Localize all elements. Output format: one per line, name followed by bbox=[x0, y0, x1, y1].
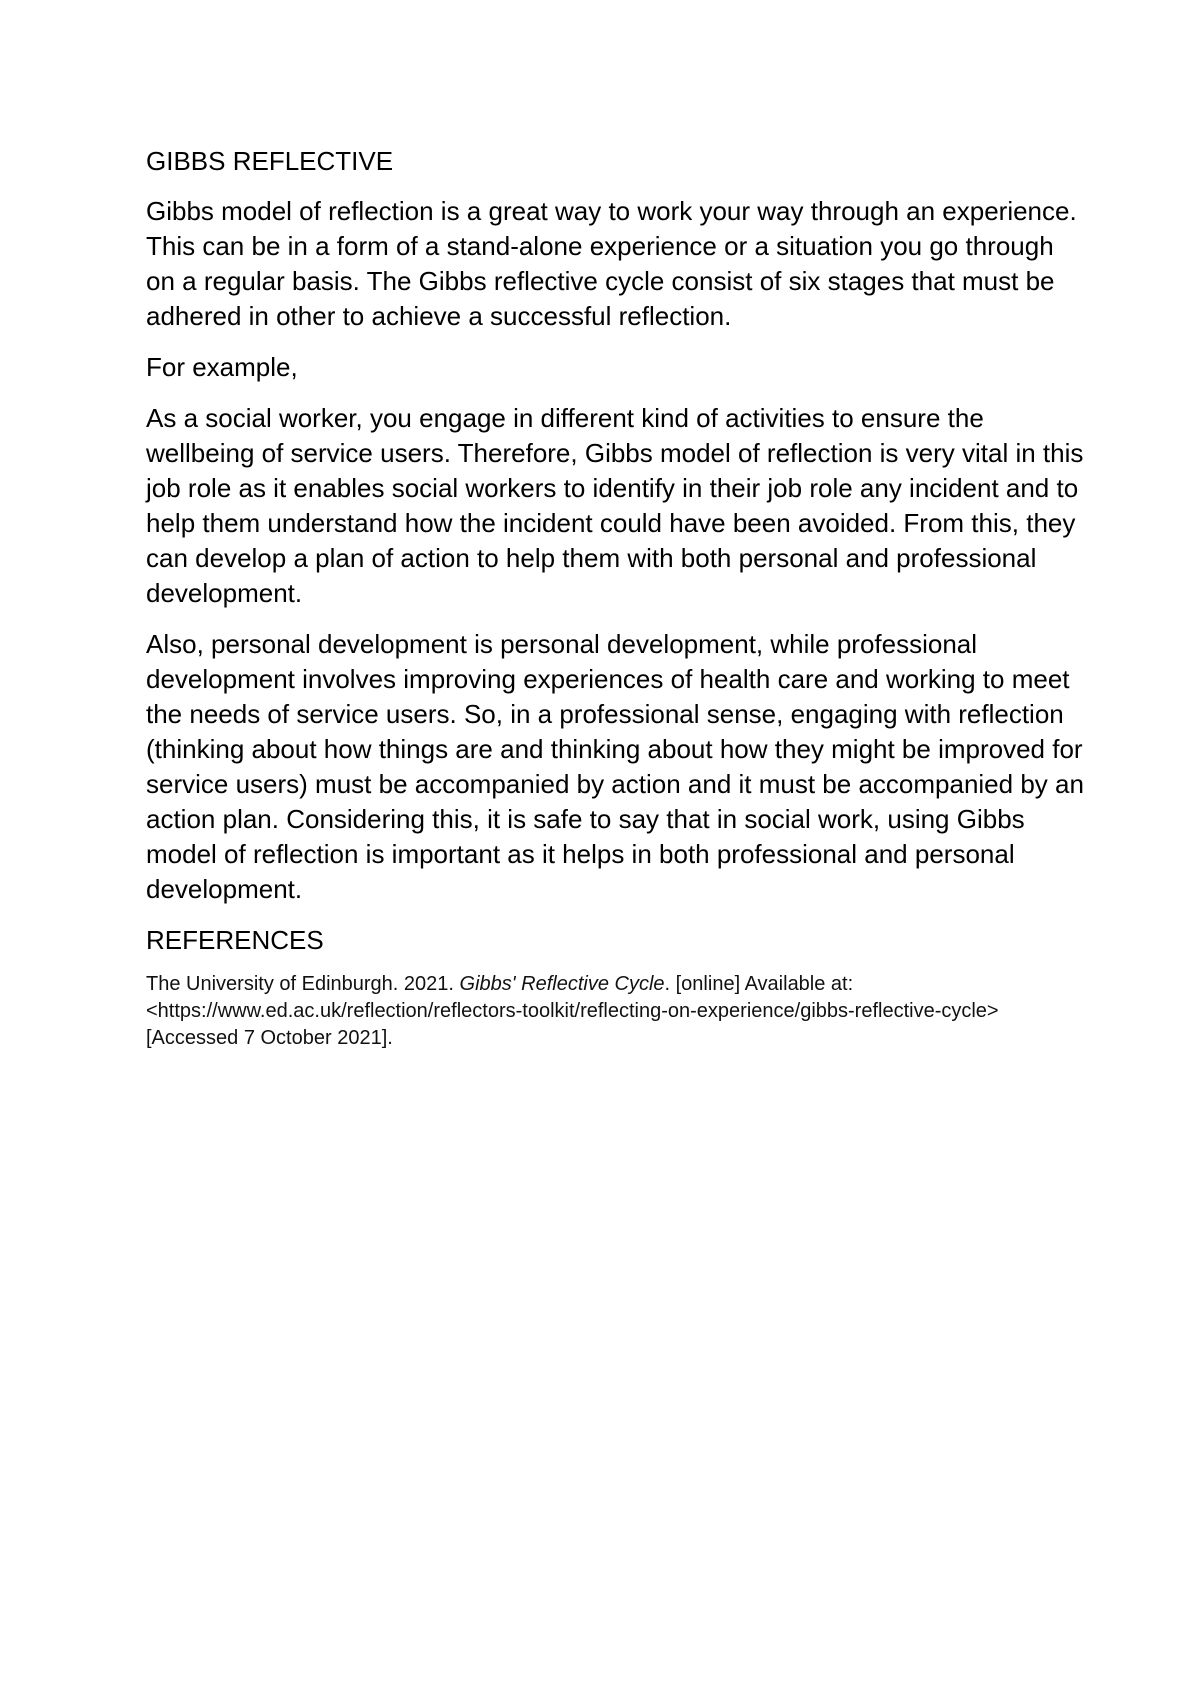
document-title: GIBBS REFLECTIVE bbox=[146, 146, 394, 176]
references-heading: REFERENCES bbox=[146, 925, 324, 955]
paragraph-social-worker: As a social worker, you engage in different kind of activities to ensure the wellbeing of service users. Therefore, Gibbs model of reflection is very vital in this job role as it enables social workers to identify in their job role any incident and to help them understand how the incident could have been avoided. From this, they can develop a plan of action to help them with both personal and professional development. bbox=[146, 403, 1084, 608]
reference-entry bbox=[146, 971, 1086, 1052]
paragraph-development: Also, personal development is personal development, while professional development involves improving experiences of health care and working to meet the needs of service users. So, in a professional sense, engaging with reflection (thinking about how things are and thinking about how they might be improved for service users) must be accompanied by action and it must be accompanied by an action plan. Considering this, it is safe to say that in social work, using Gibbs model of reflection is important as it helps in both professional and personal development. bbox=[146, 629, 1084, 904]
reference-url: <https://www.ed.ac.uk/reflection/reflectors-toolkit/reflecting-on-experience/gibbs-reflective-cycle> bbox=[146, 1000, 999, 1022]
paragraph-intro: Gibbs model of reflection is a great way to work your way through an experience. This can be in a form of a stand-alone experience or a situation you go through on a regular basis. The Gibbs reflective cycle consist of six stages that must be adhered in other to achieve a successful reflection. bbox=[146, 196, 1077, 331]
reference-suffix: . [online] Available at: bbox=[664, 973, 854, 995]
reference-prefix: The University of Edinburgh. 2021. bbox=[146, 973, 460, 995]
paragraph-example-lead: For example, bbox=[146, 352, 298, 382]
document-body bbox=[146, 144, 1086, 1052]
reference-title: Gibbs' Reflective Cycle bbox=[459, 973, 665, 995]
reference-accessed: [Accessed 7 October 2021]. bbox=[146, 1027, 393, 1049]
